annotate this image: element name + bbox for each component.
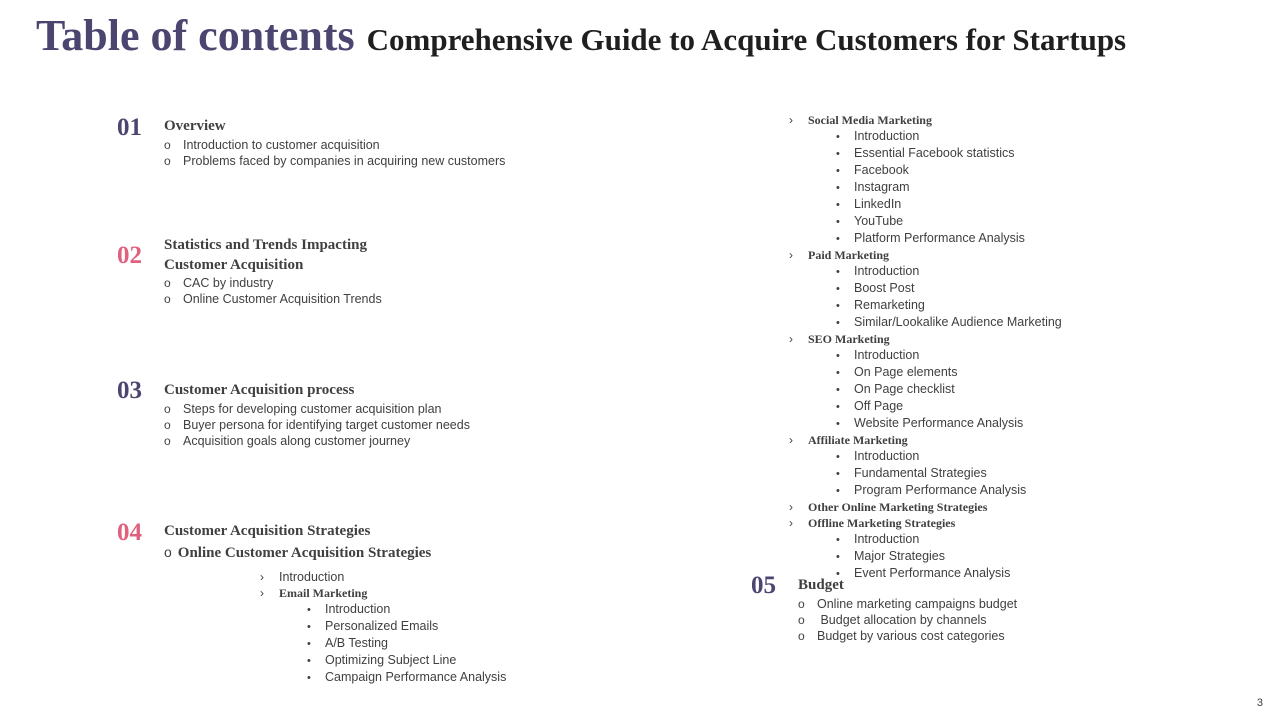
tree-item: • Optimizing Subject Line [307, 653, 457, 667]
section-number-01: 01 [117, 114, 142, 141]
tree-category: › Social Media Marketing [789, 113, 932, 127]
tree-item: • On Page elements [836, 365, 958, 379]
tree-item: • Remarketing [836, 298, 925, 312]
tree-item: • Introduction [836, 348, 920, 362]
list-item: o Budget by various cost categories [798, 629, 1005, 643]
tree-item: • On Page checklist [836, 382, 955, 396]
section-04-tree-continued [789, 112, 1062, 582]
page-number: 3 [1256, 697, 1263, 709]
tree-item: • Boost Post [836, 281, 915, 295]
list-item: o CAC by industry [164, 276, 274, 290]
tree-item: • Major Strategies [836, 549, 946, 563]
tree-item: • Introduction [836, 129, 920, 143]
section-number-04: 04 [117, 519, 142, 546]
list-item: o Budget allocation by channels [798, 613, 987, 627]
section-05-list [798, 596, 1017, 644]
section-heading-process: Customer Acquisition process [164, 382, 355, 398]
tree-item: • Similar/Lookalike Audience Marketing [836, 315, 1062, 329]
tree-category: › Paid Marketing [789, 248, 889, 262]
tree-category: › SEO Marketing [789, 332, 890, 346]
tree-item: • Introduction [836, 449, 920, 463]
list-item: o Introduction to customer acquisition [164, 138, 380, 152]
list-item: o Buyer persona for identifying target customer needs [164, 418, 470, 432]
list-item: o Problems faced by companies in acquiring new customers [164, 154, 506, 168]
tree-category: › Other Online Marketing Strategies [789, 500, 988, 514]
section-number-03: 03 [117, 377, 142, 404]
tree-category: › Offline Marketing Strategies [789, 516, 956, 530]
list-item: o Online Customer Acquisition Trends [164, 292, 382, 306]
tree-item: • Essential Facebook statistics [836, 146, 1015, 160]
subheading-online-strategies: o Online Customer Acquisition Strategies [164, 544, 432, 561]
section-heading-strategies: Customer Acquisition Strategies [164, 523, 371, 539]
title-main: Table of contents [36, 11, 355, 60]
tree-item: • Facebook [836, 163, 909, 177]
section-04-tree [260, 569, 506, 686]
tree-item: • Instagram [836, 180, 910, 194]
tree-item: • Introduction [836, 532, 920, 546]
title-subtitle: Comprehensive Guide to Acquire Customers for Startups [366, 22, 1127, 57]
tree-item: • LinkedIn [836, 197, 902, 211]
tree-item: • Introduction [307, 602, 391, 616]
tree-category: › Introduction [260, 570, 345, 584]
tree-item: • Event Performance Analysis [836, 566, 1011, 580]
tree-item: • Off Page [836, 399, 904, 413]
tree-item: • Introduction [836, 264, 920, 278]
section-number-02: 02 [117, 242, 142, 269]
section-heading-overview: Overview [164, 118, 226, 134]
list-item: o Acquisition goals along customer journey [164, 434, 411, 448]
tree-item: • Website Performance Analysis [836, 416, 1024, 430]
tree-category: › Affiliate Marketing [789, 433, 908, 447]
list-item: o Online marketing campaigns budget [798, 597, 1018, 611]
tree-item: • Platform Performance Analysis [836, 231, 1025, 245]
tree-item: • Personalized Emails [307, 619, 439, 633]
tree-category: › Email Marketing [260, 586, 368, 600]
tree-item: • Fundamental Strategies [836, 466, 987, 480]
tree-item: • Program Performance Analysis [836, 483, 1027, 497]
section-01-list [164, 137, 505, 169]
section-heading-statistics: Statistics and Trends Impacting Customer Acquisition [164, 237, 367, 273]
tree-item: • Campaign Performance Analysis [307, 670, 507, 684]
tree-item: • YouTube [836, 214, 904, 228]
list-item: o Steps for developing customer acquisition plan [164, 402, 442, 416]
section-number-05: 05 [751, 572, 776, 599]
tree-item: • A/B Testing [307, 636, 389, 650]
section-heading-budget: Budget [798, 577, 844, 593]
slide-title [36, 10, 1126, 61]
section-03-list [164, 401, 470, 449]
section-02-list [164, 275, 382, 307]
